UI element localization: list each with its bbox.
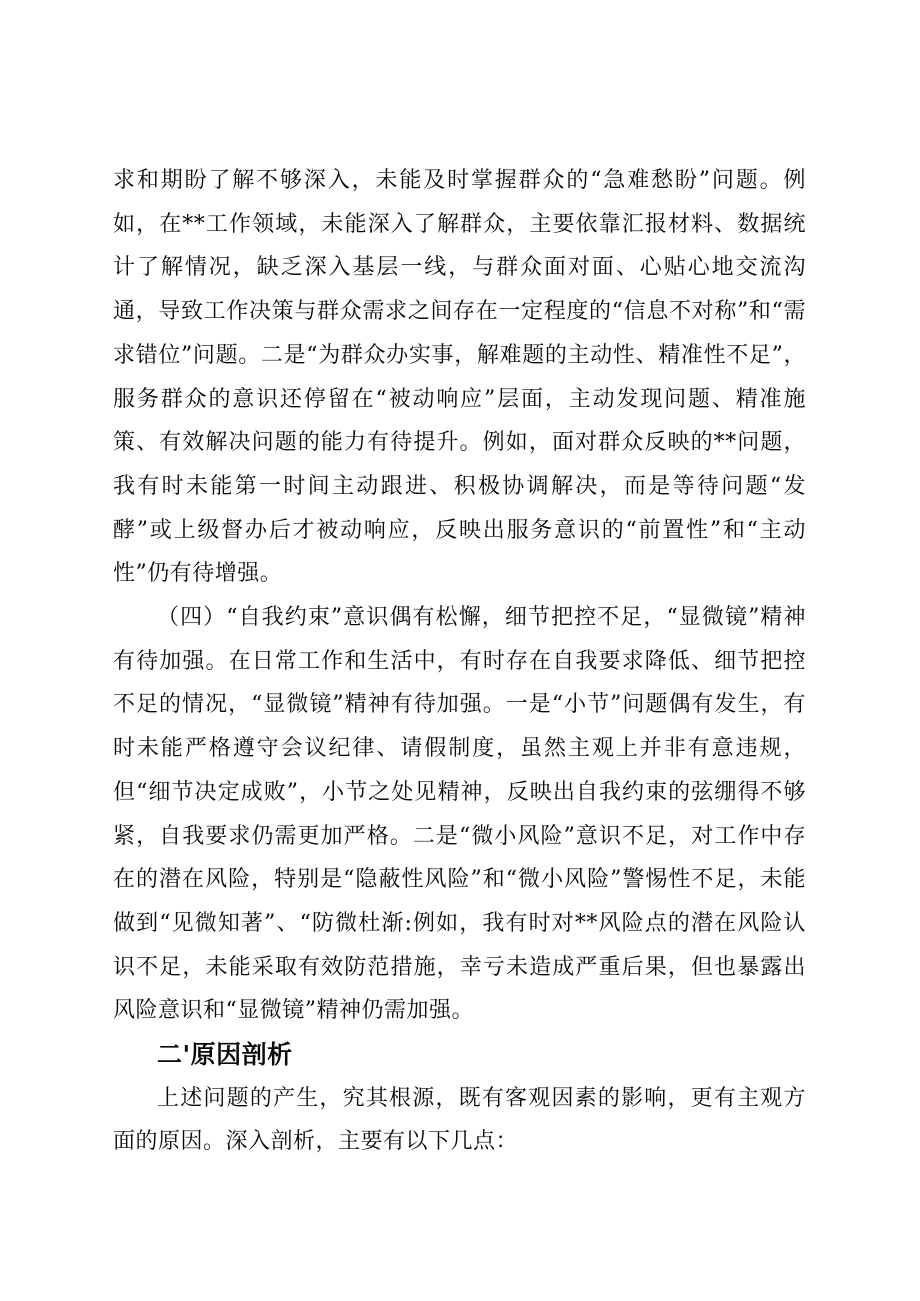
body-paragraph-item-four: （四）“自我约束”意识偶有松懈，细节把控不足，“显微镜”精神有待加强。在日常工作和生活中，有时存在自我要求降低、细节把控不足的情况，“显微镜”精神有待加强。一是“小节”问题偶有发生，有时未能严格遵守会议纪律、请假制度，虽然主观上并非有意违规，但“细节决定成败”，小节之处见精神，反映出自我约束的弦绷得不够紧，自我要求仍需更加严格。二是“微小风险”意识不足，对工作中存在的潜在风险，特别是“隐蔽性风险”和“微小风险”警惕性不足，未能做到“见微知著”、“防微杜渐:例如，我有时对**风险点的潜在风险认识不足，未能采取有效防范措施，幸亏未造成严重后果，但也暴露出风险意识和“显微镜”精神仍需加强。: [113, 605, 806, 1024]
body-paragraph-continuation: 求和期盼了解不够深入，未能及时掌握群众的“急难愁盼”问题。例如，在**工作领域，未能深入了解群众，主要依靠汇报材料、数据统计了解情况，缺乏深入基层一线，与群众面对面、心贴心地交流沟通，导致工作决策与群众需求之间存在一定程度的“信息不对称”和“需求错位”问题。二是“为群众办实事，解难题的主动性、精准性不足”，服务群众的意识还停留在“被动响应”层面，主动发现问题、精准施策、有效解决问题的能力有待提升。例如，面对群众反映的**问题，我有时未能第一时间主动跟进、积极协调解决，而是等待问题“发酵”或上级督办后才被动响应，反映出服务意识的“前置性”和“主动性”仍有待增强。: [113, 168, 806, 587]
section-heading-cause-analysis: 二'原因剖析: [157, 1040, 293, 1070]
body-paragraph-cause-intro: 上述问题的产生，究其根源，既有客观因素的影响，更有主观方面的原因。深入剖析，主要有以下几点：: [113, 1085, 806, 1155]
